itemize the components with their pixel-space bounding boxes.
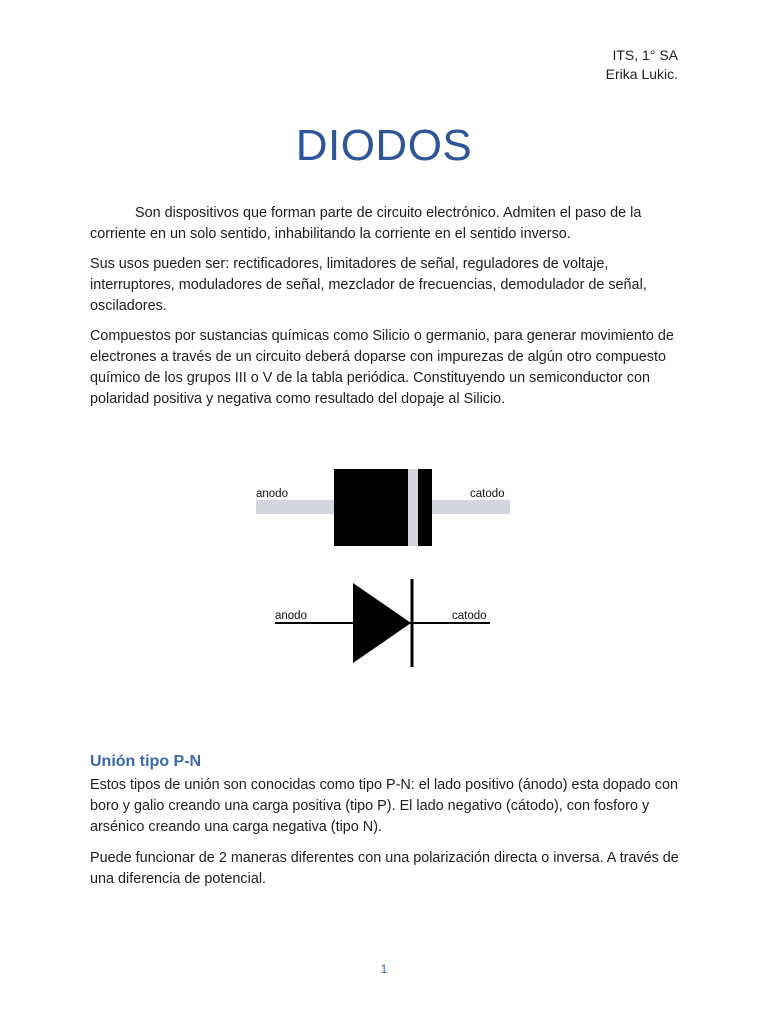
composition-paragraph: Compuestos por sustancias químicas como Silicio o germanio, para generar movimiento de electrones a través de un circuito deberá doparse con impurezas de algún otro compuesto químico de los grupos III o V de la tabla periódica. Constituyendo un semiconductor con polaridad positiva y negativa como resultado del dopaje al Silicio. — [90, 328, 674, 407]
pn-paragraph-2: Puede funcionar de 2 maneras diferentes con una polarización directa o inversa. A través de una diferencia de potencial. — [90, 850, 679, 887]
document-title: DIODOS — [295, 121, 473, 170]
symbol-cathode-label: catodo — [452, 610, 487, 622]
course-label: ITS, 1° SA — [612, 47, 678, 63]
author-name: Erika Lukic. — [605, 66, 678, 82]
physical-cathode-label: catodo — [470, 488, 505, 500]
section-heading-pn: Unión tipo P-N — [90, 753, 202, 770]
symbol-triangle — [353, 583, 411, 663]
diode-diagram — [240, 455, 530, 685]
author-block — [606, 46, 678, 84]
symbol-anode-label: anodo — [275, 610, 307, 622]
diode-figure — [240, 455, 530, 685]
intro-paragraph: Son dispositivos que forman parte de circuito electrónico. Admiten el paso de la corriente en un solo sentido, inhabilitando la corriente en el sentido inverso. — [90, 205, 642, 242]
physical-anode-label: anodo — [256, 488, 288, 500]
uses-paragraph: Sus usos pueden ser: rectificadores, limitadores de señal, reguladores de voltaje, interruptores, moduladores de señal, mezclador de frecuencias, demodulador de señal, osciladores. — [90, 256, 647, 314]
page-number: 1 — [380, 962, 388, 976]
pn-paragraph-1: Estos tipos de unión son conocidas como tipo P-N: el lado positivo (ánodo) esta dopado con boro y galio creando una carga positiva (tipo P). El lado negativo (cátodo), con fosforo y arsénico creando una carga negativa (tipo N). — [90, 777, 678, 835]
cathode-band-gap — [408, 469, 418, 546]
